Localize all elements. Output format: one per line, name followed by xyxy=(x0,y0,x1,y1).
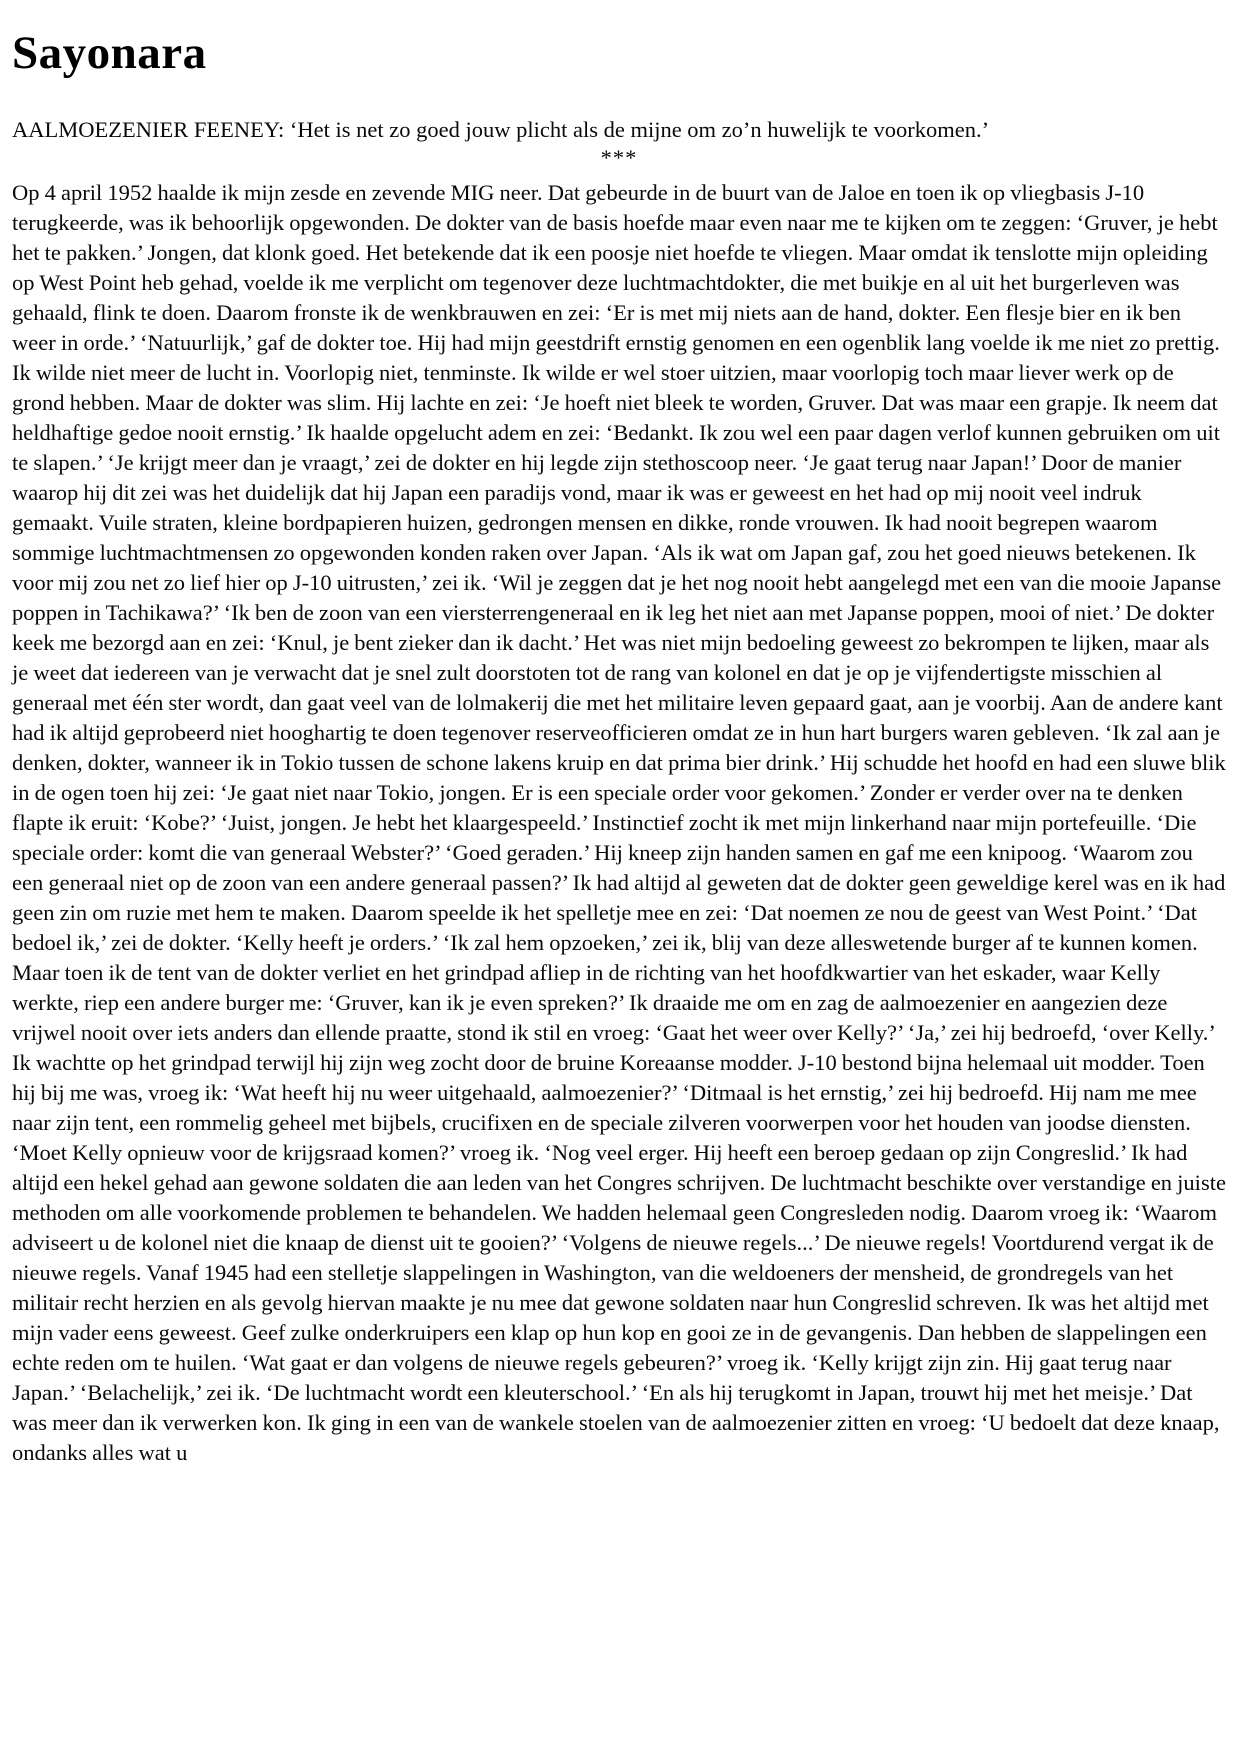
epigraph: AALMOEZENIER FEENEY: ‘Het is net zo goed jouw plicht als de mijne om zo’n huwelijk te voorkomen.’ xyxy=(12,117,990,142)
page-title: Sayonara xyxy=(12,27,207,79)
section-separator: *** xyxy=(600,145,638,170)
body-text: Op 4 april 1952 haalde ik mijn zesde en zevende MIG neer. Dat gebeurde in de buurt van de Jaloe en toen ik op vliegbasis J-10 terugkeerde, was ik behoorlijk opgewonden. De dokter van de basis hoefde maar even naar me te kijken om te zeggen: ‘Gruver, je hebt het te pakken.’ Jongen, dat klonk goed. Het betekende dat ik een poosje niet hoefde te vliegen. Maar omdat ik tenslotte mijn opleiding op West Point heb gehad, voelde ik me verplicht om tegenover deze luchtmachtdokter, die met buikje en al uit het burgerleven was gehaald, flink te doen. Daarom fronste ik de wenkbrauwen en zei: ‘Er is met mij niets aan de hand, dokter. Een flesje bier en ik ben weer in orde.’ ‘Natuurlijk,’ gaf de dokter toe. Hij had mijn geestdrift ernstig genomen en een ogenblik lang voelde ik me niet zo prettig. Ik wilde niet meer de lucht in. Voorlopig niet, tenminste. Ik wilde er wel stoer uitzien, maar voorlopig toch maar liever werk op de grond hebben. Maar de dokter was slim. Hij lachte en zei: ‘Je hoeft niet bleek te worden, Gruver. Dat was maar een grapje. Ik neem dat heldhaftige gedoe nooit ernstig.’ Ik haalde opgelucht adem en zei: ‘Bedankt. Ik zou wel een paar dagen verlof kunnen gebruiken om uit te slapen.’ ‘Je krijgt meer dan je vraagt,’ zei de dokter en hij legde zijn stethoscoop neer. ‘Je gaat terug naar Japan!’ Door de manier waarop hij dit zei was het duidelijk dat hij Japan een paradijs vond, maar ik was er geweest en het had op mij nooit veel indruk gemaakt. Vuile straten, kleine bordpapieren huizen, gedrongen mensen en dikke, ronde vrouwen. Ik had nooit begrepen waarom sommige luchtmachtmensen zo opgewonden konden raken over Japan. ‘Als ik wat om Japan gaf, zou het goed nieuws betekenen. Ik voor mij zou net zo lief hier op J-10 uitrusten,’ zei ik. ‘Wil je zeggen dat je het nog nooit hebt aangelegd met een van die mooie Japanse poppen in Tachikawa?’ ‘Ik ben de zoon van een viersterrengeneraal en ik leg het niet aan met Japanse poppen, mooi of niet.’ De dokter keek me bezorgd aan en zei: ‘Knul, je bent zieker dan ik dacht.’ Het was niet mijn bedoeling geweest zo bekrompen te lijken, maar als je weet dat iedereen van je verwacht dat je snel zult doorstoten tot de rang van kolonel en dat je op je vijfendertigste misschien al generaal met één ster wordt, dan gaat veel van de lolmakerij die met het militaire leven gepaard gaat, aan je voorbij. Aan de andere kant had ik altijd geprobeerd niet hooghartig te doen tegenover reserveofficieren omdat ze in hun hart burgers waren gebleven. ‘Ik zal aan je denken, dokter, wanneer ik in Tokio tussen de schone lakens kruip en dat prima bier drink.’ Hij schudde het hoofd en had een sluwe blik in de ogen toen hij zei: ‘Je gaat niet naar Tokio, jongen. Er is een speciale order voor gekomen.’ Zonder er verder over na te denken flapte ik eruit: ‘Kobe?’ ‘Juist, jongen. Je hebt het klaargespeeld.’ Instinctief zocht ik met mijn linkerhand naar mijn portefeuille. ‘Die speciale order: komt die van generaal Webster?’ ‘Goed geraden.’ Hij kneep zijn handen samen en gaf me een knipoog. ‘Waarom zou een generaal niet op de zoon van een andere generaal passen?’ Ik had altijd al geweten dat de dokter geen geweldige kerel was en ik had geen zin om ruzie met hem te maken. Daarom speelde ik het spelletje mee en zei: ‘Dat noemen ze nou de geest van West Point.’ ‘Dat bedoel ik,’ zei de dokter. ‘Kelly heeft je orders.’ ‘Ik zal hem opzoeken,’ zei ik, blij van deze alleswetende burger af te kunnen komen. Maar toen ik de tent van de dokter verliet en het grindpad afliep in de richting van het hoofdkwartier van het eskader, waar Kelly werkte, riep een andere burger me: ‘Gruver, kan ik je even spreken?’ Ik draaide me om en zag de aalmoezenier en aangezien deze vrijwel nooit over iets anders dan ellende praatte, stond ik stil en vroeg: ‘Gaat het weer over Kelly?’ ‘Ja,’ zei hij bedroefd, ‘over Kelly.’ Ik wachtte op het grindpad terwijl hij zijn weg zocht door de bruine Koreaanse modder. J-10 bestond bijna helemaal uit modder. Toen hij bij me was, vroeg ik: ‘Wat heeft hij nu weer uitgehaald, aalmoezenier?’ ‘Ditmaal is het ernstig,’ zei hij bedroefd. Hij nam me mee naar zijn tent, een rommelig geheel met bijbels, crucifixen en de speciale zilveren voorwerpen voor het houden van joodse diensten. ‘Moet Kelly opnieuw voor de krijgsraad komen?’ vroeg ik. ‘Nog veel erger. Hij heeft een beroep gedaan op zijn Congreslid.’ Ik had altijd een hekel gehad aan gewone soldaten die aan leden van het Congres schrijven. De luchtmacht beschikte over verstandige en juiste methoden om alle voorkomende problemen te behandelen. We hadden helemaal geen Congresleden nodig. Daarom vroeg ik: ‘Waarom adviseert u de kolonel niet die knaap de dienst uit te gooien?’ ‘Volgens de nieuwe regels...’ De nieuwe regels! Voortdurend vergat ik de nieuwe regels. Vanaf 1945 had een stelletje slappelingen in Washington, van die weldoeners der mensheid, de grondregels van het militair recht herzien en als gevolg hiervan maakte je nu mee dat gewone soldaten naar hun Congreslid schreven. Ik was het altijd met mijn vader eens geweest. Geef zulke onderkruipers een klap op hun kop en gooi ze in de gevangenis. Dan hebben de slappelingen een echte reden om te huilen. ‘Wat gaat er dan volgens de nieuwe regels gebeuren?’ vroeg ik. ‘Kelly krijgt zijn zin. Hij gaat terug naar Japan.’ ‘Belachelijk,’ zei ik. ‘De luchtmacht wordt een kleuterschool.’ ‘En als hij terugkomt in Japan, trouwt hij met het meisje.’ Dat was meer dan ik verwerken kon. Ik ging in een van de wankele stoelen van de aalmoezenier zitten en vroeg: ‘U bedoelt dat deze knaap, ondanks alles wat u xyxy=(12,180,1226,1465)
